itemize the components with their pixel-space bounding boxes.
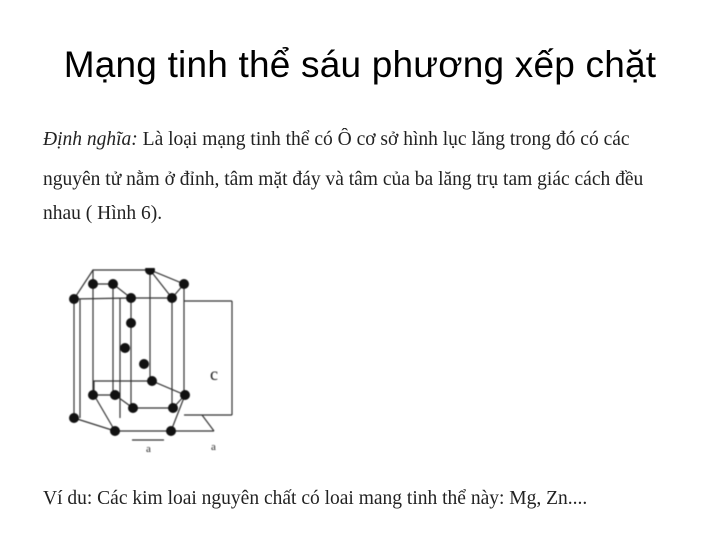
atom <box>88 279 98 289</box>
atom <box>69 413 79 423</box>
definition-label: Định nghĩa: <box>43 129 138 150</box>
atom <box>110 390 120 400</box>
label-c: c <box>210 364 218 384</box>
atom <box>167 293 177 303</box>
atom <box>88 390 98 400</box>
atom <box>128 403 138 413</box>
example-text: Ví du: Các kim loai nguyên chất có loai mang tinh thể này: Mg, Zn.... <box>43 488 588 509</box>
atom <box>166 426 176 436</box>
atom <box>126 318 136 328</box>
atom <box>179 279 189 289</box>
atom <box>108 279 118 289</box>
atom <box>147 376 157 386</box>
label-a-right: a <box>211 441 216 453</box>
hexagonal-lattice-figure <box>60 268 240 458</box>
atom <box>180 390 190 400</box>
definition-text-1: Là loại mạng tinh thể có Ô cơ sở hình lục lăng trong đó có các <box>137 129 630 150</box>
label-a-bottom: a <box>146 443 151 455</box>
definition-line-1 <box>43 129 630 151</box>
lattice-lines <box>74 270 232 440</box>
atom <box>139 359 149 369</box>
atom <box>69 294 79 304</box>
definition-line-2: nguyên tử nằm ở đỉnh, tâm mặt đáy và tâm của ba lăng trụ tam giác cách đều <box>43 169 644 190</box>
atom <box>110 426 120 436</box>
slide-title: Mạng tinh thể sáu phương xếp chặt <box>63 44 657 85</box>
atom <box>126 293 136 303</box>
atom <box>168 403 178 413</box>
atom <box>120 343 130 353</box>
definition-line-3: nhau ( Hình 6). <box>43 203 163 224</box>
